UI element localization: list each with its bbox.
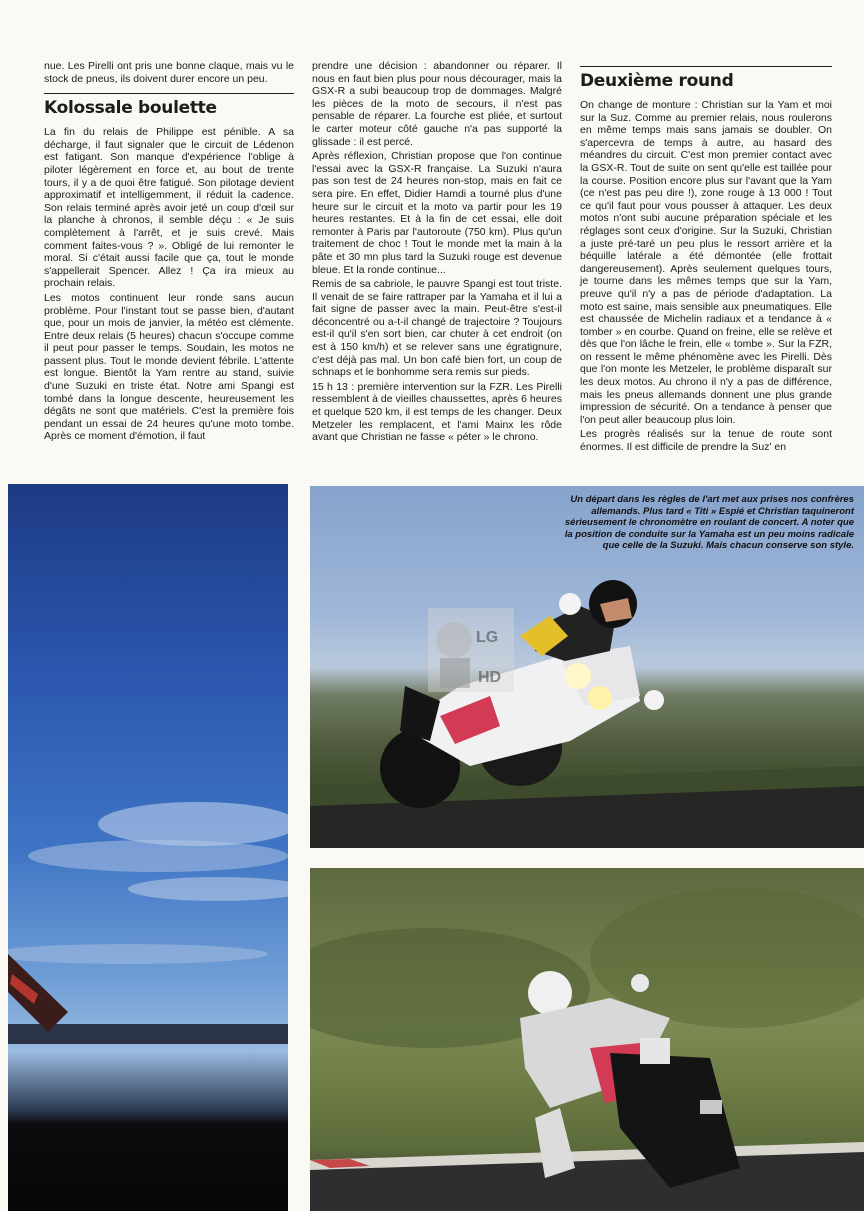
paragraph: nue. Les Pirelli ont pris une bonne claque, mais vu le stock de pneus, ils doivent durer encore un peu.: [44, 60, 294, 85]
sky-illustration: [8, 484, 288, 1211]
paragraph: 15 h 13 : première intervention sur la FZR. Les Pirelli ressemblent à de vieilles chaussettes, après 6 heures et quelque 520 km, il est temps de les changer. Deux Metzeler les remplacent, et l'ami Mainx les rôde avant que Christian ne fasse « péter » le chrono.: [312, 380, 562, 444]
text-column-3: [580, 60, 832, 456]
section-heading-kolossale-boulette: Kolossale boulette: [44, 93, 294, 118]
suzuki-rear-view-photo: [310, 868, 864, 1211]
suzuki-illustration: [310, 868, 864, 1211]
logo-text: LG: [476, 629, 499, 646]
yamaha-cornering-photo: [310, 486, 864, 848]
sky-photo: [8, 484, 288, 1211]
paragraph: Après réflexion, Christian propose que l'on continue l'essai avec la GSX-R française. La Suzuki n'aura pas son test de 24 heures non-stop, mais en fait ce sera pire. En effet, Didier Hamdi a tourné plus d'une heure sur le circuit et la moto va partir pour les 19 heures restantes. Et à la fin de cet essai, elle doit remonter à Paris par l'autoroute (750 km). Plus qu'un traitement de choc ! Tout le monde met la main à la pâte et 30 mn plus tard la Suzuki rouge est devenue bleue. Et la ronde continue...: [312, 150, 562, 276]
watermark-logo-icon: [428, 608, 514, 692]
logo-text-hd: HD: [478, 669, 502, 686]
paragraph: La fin du relais de Philippe est pénible. A sa décharge, il faut signaler que le circuit de Lédenon est fatigant. Son manque d'expérience l'oblige à piloter légèrement en force et, au bout de trente tours, il y a de quoi être fatigué. Son pilotage devient approximatif et intelligemment, il réduit la cadence. Son relais terminé après avoir jeté un coup d'œil sur la planche à chronos, il semble déçu : « Je suis complètement à l'arrêt, et je suis crevé. Mais comment faites-vous ? ». Obligé de lui remonter le moral. Si c'était aussi facile que ça, tout le monde s'appellerait Spencer. Allez ! Ça ira mieux au prochain relais.: [44, 126, 294, 290]
paragraph: Remis de sa cabriole, le pauvre Spangi est tout triste. Il venait de se faire rattraper par la Yamaha et il lui a fait signe de passer avec la main. Peut-être s'est-il déconcentré ou a-t-il changé de trajectoire ? Toujours est-il qu'il s'en sort bien, car chuter à cet endroit (on est à 150 km/h) et se relever sans une égratignure, c'est déjà pas mal. Un bon café bien fort, un coup de schnaps et le bonhomme sera remis sur pieds.: [312, 278, 562, 379]
text-column-2: [312, 60, 562, 446]
paragraph: On change de monture : Christian sur la Yam et moi sur la Suz. Comme au premier relais, nous roulerons en même temps mais sans jamais se doubler. On s'apercevra de temps à autre, au hasard des méandres du circuit. C'est mon premier contact avec la GSX-R. Tout de suite on sent qu'elle est taillée pour la course. Position encore plus sur l'avant que la Yam (ce n'est pas peu dire !), zone rouge à 13 000 ! Tout ce qu'il faut pour vous pousser à attaquer. Les deux motos n'ont subi aucune préparation spéciale et les réglages sont ceux d'origine. Sur la Suzuki, Christian a juste pré-taré un peu plus le ressort arrière et la béquille latérale a été démontée (elle frottait dangereusement). Après seulement quelques tours, je tourne dans les mêmes temps que sur la Yam, preuve qu'il n'y a pas de période d'adaptation. La moto est saine, mais sensible aux pneumatiques. Elle est chaussée de Michelin radiaux et a tendance à « tomber » en courbe. Quand on freine, elle se relève et dès que l'on lâche le frein, elle « tombe ». Sur la FZR, on ressent le même phénomène avec les Pirelli. Dès que l'on monte les Metzeler, le problème disparaît sur les deux motos. Au chrono il n'y a pas de différence, mais les pneus allemands donnent une plus grande impression de sécurité. On a tendance à penser que l'on peut aller beaucoup plus loin.: [580, 99, 832, 426]
paragraph: prendre une décision : abandonner ou réparer. Il nous en faut bien plus pour nous décourager, mais la GSX-R a subi beaucoup trop de dommages. Malgré les pièces de la moto de secours, il n'est pas pensable de réparer. La fourche est pliée, et surtout le carter moteur côté gauche n'a pas supporté la glissade : il est percé.: [312, 60, 562, 148]
paragraph: Les motos continuent leur ronde sans aucun problème. Pour l'instant tout se passe bien, d'autant que, pour un mois de janvier, la météo est clémente. Entre deux relais (5 heures) chacun s'occupe comme il peut pour passer le temps. Soudain, les motos ne passent plus. Tout le monde devient fébrile. L'attente est longue. Bientôt la Yam rentre au stand, suivie d'une Suzuki en triste état. Notre ami Spangi est tombé dans la longue descente, heureusement les dégâts ne sont que matériels. C'est la première fois pendant un essai de 24 heures qu'une moto tombe. Après ce moment d'émotion, il faut: [44, 291, 294, 443]
photo-caption: Un départ dans les règles de l'art met aux prises nos confrères allemands. Plus tard « Titi » Espié et Christian taquineront sérieusement le chronomètre en roulant de concert. A noter que la position de conduite sur la Yamaha est un peu moins radicale que celle de la Suzuki. Mais chacun conserve son style.: [564, 494, 854, 551]
paragraph: Les progrès réalisés sur la tenue de route sont énormes. Il est difficile de prendre la Suz' en: [580, 428, 832, 454]
text-column-1: [44, 60, 294, 445]
section-heading-deuxieme-round: Deuxième round: [580, 66, 832, 91]
